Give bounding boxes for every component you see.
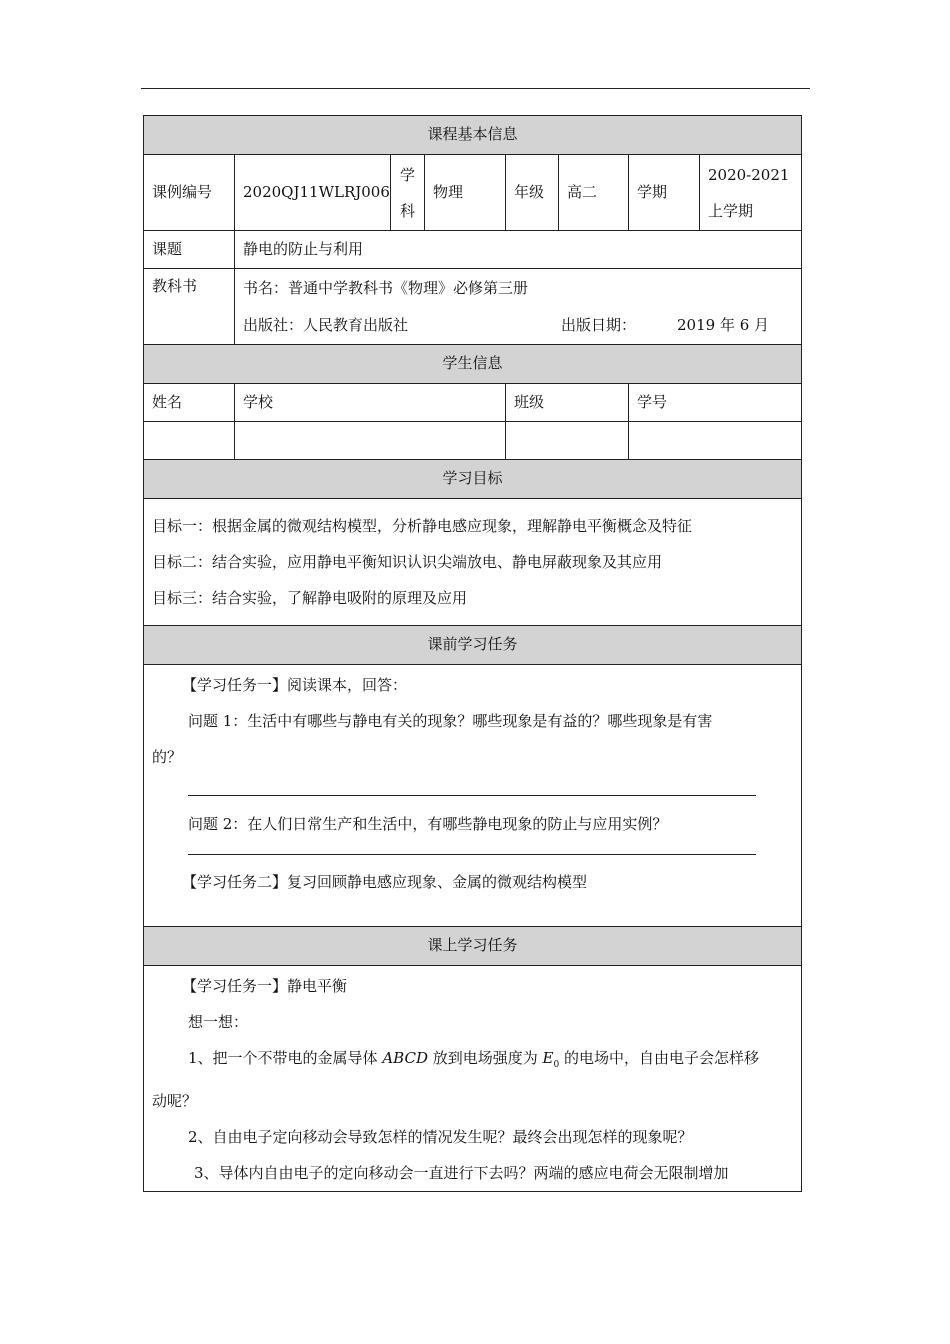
objectives-row	[144, 499, 802, 626]
pre-question-2: 问题 2：在人们日常生产和生活中，有哪些静电现象的防止与应用实例？	[188, 815, 668, 833]
pre-question-1-cont: 的？	[152, 748, 183, 766]
pre-task-1-title: 【学习任务一】阅读课本，回答：	[182, 676, 408, 694]
textbook-info	[235, 269, 802, 345]
objectives-list	[144, 499, 802, 626]
objective-item: 目标一：根据金属的微观结构模型，分析静电感应现象，理解静电平衡概念及特征	[152, 517, 693, 535]
answer-line-1[interactable]	[188, 795, 756, 796]
publisher: 出版社：人民教育出版社	[243, 315, 409, 334]
course-code-label: 课例编号	[144, 155, 235, 231]
answer-line-2[interactable]	[188, 854, 756, 855]
term-years: 2020-2021	[708, 165, 790, 184]
subject-label	[391, 155, 425, 231]
student-header-row	[144, 384, 802, 422]
pre-task-2-title: 【学习任务二】复习回顾静电感应现象、金属的微观结构模型	[182, 873, 588, 891]
pre-question-1: 问题 1：生活中有哪些与静电有关的现象？哪些现象是有益的？哪些现象是有害	[188, 712, 713, 730]
field-symbol: E	[542, 1049, 554, 1067]
student-name-cell[interactable]	[144, 422, 235, 460]
grade-value: 高二	[559, 155, 629, 231]
subject-label-char-2: 科	[399, 201, 415, 220]
topic-value: 静电的防止与利用	[235, 231, 802, 269]
grade-label: 年级	[506, 155, 559, 231]
in-question-1	[152, 1040, 793, 1083]
conductor-label: ABCD	[382, 1049, 428, 1067]
section-header-basic-info: 课程基本信息	[144, 116, 802, 155]
in-question-2: 2、自由电子定向移动会导致怎样的情况发生呢？最终会出现怎样的现象呢？	[188, 1128, 693, 1146]
in-q1-part-c: 的电场中，自由电子会怎样移	[559, 1049, 759, 1067]
student-school-cell[interactable]	[235, 422, 506, 460]
book-name: 书名：普通中学教科书《物理》必修第三册	[243, 278, 529, 297]
student-input-row	[144, 422, 802, 460]
student-id-label: 学号	[629, 384, 802, 422]
in-task-1-title: 【学习任务一】静电平衡	[182, 977, 348, 995]
student-school-label: 学校	[235, 384, 506, 422]
pre-class-row	[144, 665, 802, 927]
term-label: 学期	[629, 155, 700, 231]
think-prompt: 想一想：	[188, 1013, 249, 1031]
lesson-plan-table	[143, 115, 802, 1192]
pre-class-tasks	[144, 665, 802, 927]
in-class-row	[144, 966, 802, 1192]
section-header-in-class: 课上学习任务	[144, 927, 802, 966]
section-header-pre-class: 课前学习任务	[144, 626, 802, 665]
publish-date-value: 2019 年 6 月	[677, 315, 770, 334]
textbook-row	[144, 269, 802, 345]
subject-value: 物理	[425, 155, 506, 231]
field-subscript: 0	[553, 1060, 560, 1070]
in-q1-part-a: 1、把一个不带电的金属导体	[188, 1049, 383, 1067]
objective-item: 目标三：结合实验，了解静电吸附的原理及应用	[152, 589, 468, 607]
in-question-3: 3、导体内自由电子的定向移动会一直进行下去吗？两端的感应电荷会无限制增加	[194, 1164, 729, 1182]
publisher-line	[243, 307, 793, 344]
student-class-label: 班级	[506, 384, 629, 422]
topic-row	[144, 231, 802, 269]
student-name-label: 姓名	[144, 384, 235, 422]
section-header-student-info: 学生信息	[144, 345, 802, 384]
in-question-1-cont: 动呢？	[152, 1092, 198, 1110]
term-half: 上学期	[708, 201, 754, 220]
page-header-rule	[141, 88, 810, 89]
course-info-row	[144, 155, 802, 231]
subject-label-char-1: 学	[399, 165, 415, 184]
course-code-value: 2020QJ11WLRJ006	[235, 155, 391, 231]
textbook-label: 教科书	[144, 269, 235, 345]
objective-item: 目标二：结合实验，应用静电平衡知识认识尖端放电、静电屏蔽现象及其应用	[152, 553, 663, 571]
publish-date-label: 出版日期：	[561, 315, 637, 334]
student-id-cell[interactable]	[629, 422, 802, 460]
term-value	[700, 155, 802, 231]
student-class-cell[interactable]	[506, 422, 629, 460]
topic-label: 课题	[144, 231, 235, 269]
in-class-tasks	[144, 966, 802, 1192]
in-q1-part-b: 放到电场强度为	[427, 1049, 543, 1067]
section-header-objectives: 学习目标	[144, 460, 802, 499]
